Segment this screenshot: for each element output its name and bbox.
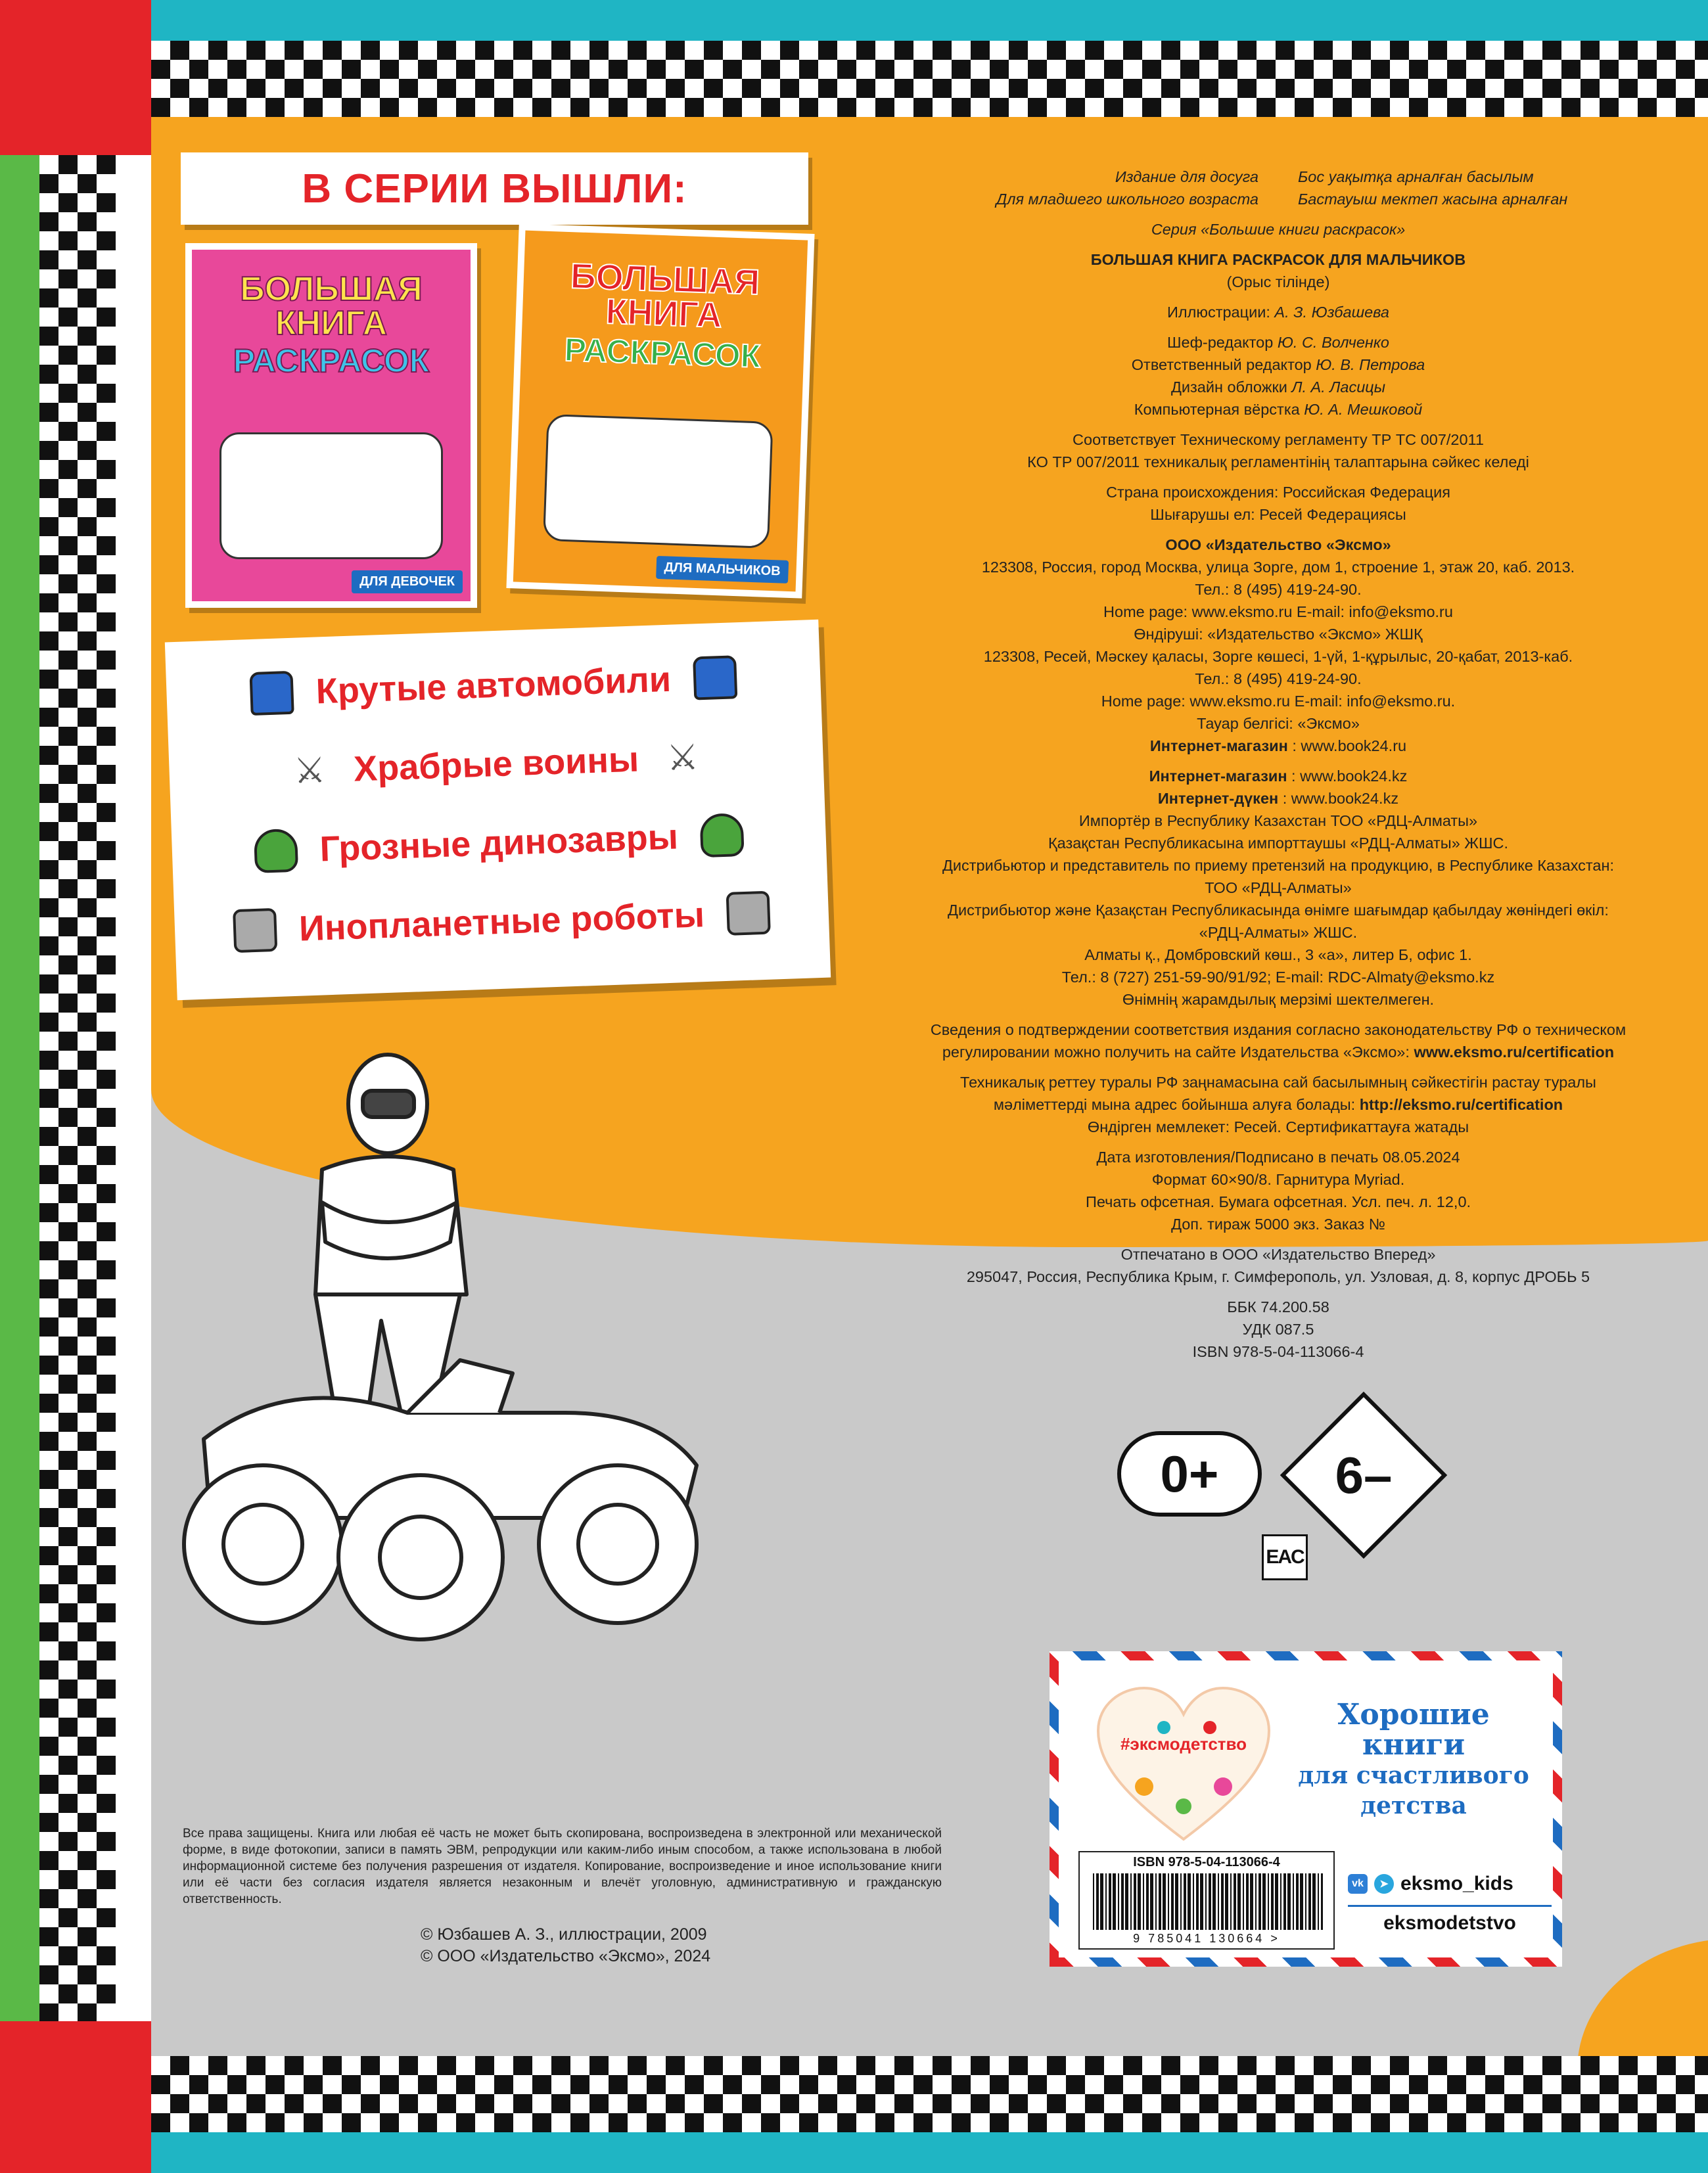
promo-hashtag: #эксмодетство [1120, 1734, 1247, 1754]
address-ru: 123308, Россия, город Москва, улица Зорге, дом 1, строение 1, этаж 20, каб. 2013. [981, 559, 1575, 576]
theme-row-warriors [169, 731, 824, 798]
social-divider [1348, 1905, 1552, 1907]
theme-label: Грозные динозавры [319, 817, 679, 869]
book-title-line2: КНИГА [275, 304, 388, 342]
bbk-line: ББК 74.200.58 [1227, 1298, 1329, 1315]
cert-kz-1: Техникалық реттеу туралы РФ заңнамасына сай басылымның сәйкестігін растау туралы [960, 1074, 1596, 1091]
book-title-line1: БОЛЬШАЯ [569, 256, 761, 303]
book-title: БОЛЬШАЯ КНИГА РАСКРАСОК ДЛЯ МАЛЬЧИКОВ [1090, 251, 1466, 268]
almaty-address: Алматы қ., Домбровский көш., 3 «а», литер Б, офис 1. [1084, 946, 1472, 963]
top-checkered-border [151, 41, 1708, 117]
left-white-edge [116, 155, 151, 2056]
origin-ru: Страна происхождения: Российская Федерация [1106, 484, 1450, 501]
phone-ru: Тел.: 8 (495) 419-24-90. [1195, 581, 1362, 598]
leisure-kz: Бос уақытқа арналған басылым [1298, 168, 1534, 185]
telegram-icon: ➤ [1374, 1874, 1394, 1894]
book-label-boys: ДЛЯ МАЛЬЧИКОВ [656, 556, 789, 583]
top-red-corner [0, 0, 151, 155]
print-type-line: Печать офсетная. Бумага офсетная. Усл. печ. л. 12,0. [1085, 1193, 1471, 1210]
social-handle: eksmo_kids [1400, 1873, 1513, 1894]
left-green-strip [0, 155, 39, 2021]
rider-quad-bike-illustration [158, 1045, 729, 1649]
book-title-line2: КНИГА [605, 292, 723, 336]
cert-kz-2-line: мәліметтерді мына адрес бойынша алуға болады: http://eksmo.ru/certification [993, 1096, 1563, 1113]
almaty-phone: Тел.: 8 (727) 251-59-90/91/92; E-mail: RDC-Almaty@eksmo.kz [1061, 969, 1495, 986]
distributor-kz-1: Дистрибьютор және Қазақстан Республикасында өнімге шағымдар қабылдау жөніндегі өкіл: [948, 902, 1609, 919]
leisure-ru: Издание для досуга [1115, 168, 1258, 185]
bottom-teal-band [0, 2132, 1708, 2173]
regulation-ru: Соответствует Техническому регламенту ТР ТС 007/2011 [1073, 431, 1484, 448]
importer-ru: Импортёр в Республику Казахстан ТОО «РДЦ-Алматы» [1078, 812, 1478, 829]
web-kz: Home page: www.eksmo.ru E-mail: info@eksmo.ru. [1101, 693, 1456, 710]
udk-line: УДК 087.5 [1242, 1321, 1314, 1338]
copyright-block [421, 1924, 710, 1967]
book-cover-girls[interactable] [185, 243, 477, 608]
distributor-ru-1: Дистрибьютор и представитель по приему претензий на продукцию, в Республике Казахстан: [942, 857, 1615, 874]
age-kz: Бастауыш мектеп жасына арналған [1298, 191, 1568, 208]
age-rating-zero-plus [1117, 1431, 1262, 1517]
book-cover-boys-art [513, 231, 808, 592]
bottom-checkered-border [151, 2056, 1708, 2132]
fairy-flower-sketch [219, 432, 442, 559]
barcode [1078, 1851, 1335, 1950]
cover-design-line: Дизайн обложки Л. А. Ласицы [1170, 378, 1386, 396]
slogan-line1: Хорошие [1337, 1698, 1490, 1731]
book-cover-girls-art [192, 250, 471, 601]
social-links [1348, 1868, 1552, 1934]
book-cover-boys[interactable] [506, 223, 814, 598]
theme-row-robots [174, 889, 829, 955]
slogan-line3: для счастливого детства [1298, 1762, 1529, 1819]
robot-icon [726, 891, 771, 936]
printer-address: 295047, Россия, Республика Крым, г. Симферополь, ул. Узловая, д. 8, корпус ДРОБЬ 5 [966, 1268, 1590, 1285]
dinosaur-icon [254, 829, 298, 873]
slogan-line2: книги [1362, 1728, 1466, 1762]
regulation-kz: КО ТР 007/2011 техникалық регламентінің талаптарына сәйкес келеді [1027, 453, 1529, 470]
imprint-block [910, 166, 1646, 1363]
crossed-swords-icon: ⚔ [666, 737, 700, 778]
orange-corner-swoosh [1577, 1938, 1708, 2070]
age-rating-zero-plus-text: 0+ [1160, 1444, 1219, 1503]
theme-label: Крутые автомобили [315, 659, 672, 712]
age-ru: Для младшего школьного возраста [996, 191, 1258, 208]
origin-kz: Шығарушы ел: Ресей Федерациясы [1150, 506, 1406, 523]
series-title-box [181, 152, 808, 225]
book-label-girls: ДЛЯ ДЕВОЧЕК [352, 570, 463, 593]
cert-kz-3: Өндірген мемлекет: Ресей. Сертификаттауға жатады [1087, 1118, 1469, 1135]
printer-line: Отпечатано в ООО «Издательство Вперед» [1120, 1246, 1436, 1263]
heart-icon [1092, 1681, 1276, 1846]
theme-row-dinosaurs [172, 810, 827, 877]
crossed-swords-icon: ⚔ [293, 750, 327, 791]
layout-line: Компьютерная вёрстка Ю. А. Мешковой [1134, 401, 1423, 418]
barcode-bars [1093, 1873, 1323, 1930]
series-title: В СЕРИИ ВЫШЛИ: [302, 166, 687, 212]
resp-editor-line: Ответственный редактор Ю. В. Петрова [1131, 356, 1425, 373]
illustrations-line: Иллюстрации: А. З. Юзбашева [1167, 304, 1389, 321]
imprint-leisure-row [910, 166, 1646, 188]
shop-ru-line: Интернет-магазин : www.book24.ru [1149, 737, 1407, 754]
distributor-ru-2: ТОО «РДЦ-Алматы» [1205, 879, 1352, 896]
vk-icon: vk [1348, 1874, 1368, 1894]
web-ru: Home page: www.eksmo.ru E-mail: info@eksmo.ru [1103, 603, 1453, 620]
theme-label: Инопланетные роботы [298, 895, 705, 949]
site-handle[interactable]: eksmodetstvo [1383, 1912, 1516, 1934]
expiry-kz: Өнімнің жарамдылық мерзімі шектелмеген. [1122, 991, 1435, 1008]
cert-ru-2-line: регулировании можно получить на сайте Издательства «Эксмо»: www.eksmo.ru/certification [942, 1043, 1615, 1061]
book-title-line3: РАСКРАСОК [233, 342, 430, 379]
car-icon [250, 671, 294, 716]
shop-kz-line: Интернет-магазин : www.book24.kz [1149, 767, 1408, 785]
cert-ru-1: Сведения о подтверждении соответствия издания согласно законодательству РФ о техническом [930, 1021, 1627, 1038]
chief-editor-line: Шеф-редактор Ю. С. Волченко [1166, 334, 1390, 351]
isbn-line: ISBN 978-5-04-113066-4 [1192, 1343, 1364, 1360]
eac-mark: EAC [1262, 1534, 1308, 1580]
distributor-kz-2: «РДЦ-Алматы» ЖШС. [1199, 924, 1358, 941]
book-language: (Орыс тілінде) [1226, 273, 1330, 290]
trademark-kz: Тауар белгісі: «Эксмо» [1197, 715, 1360, 732]
format-line: Формат 60×90/8. Гарнитура Myriad. [1151, 1171, 1405, 1188]
publisher-name: ООО «Издательство «Эксмо» [1165, 536, 1391, 553]
importer-kz: Қазақстан Республикасына импорттаушы «РДЦ-Алматы» ЖШС. [1048, 835, 1509, 852]
top-teal-band [0, 0, 1708, 41]
rights-notice: Все права защищены. Книга или любая её часть не может быть скопирована, воспроизведена в электронной или механической форме, в виде фотокопии, записи в память ЭВМ, репродукции или каким-либо иным способом, а также использована в любой информационной системе без получения разрешения от издателя. Копирование, воспроизведение и иное использование книги или её части без согласия издателя является незаконным и влечёт уголовную, административную и гражданскую ответственность. [183, 1827, 942, 1906]
car-icon [693, 655, 737, 700]
robot-icon [233, 908, 277, 953]
bottom-red-corner [0, 2021, 151, 2173]
series-line: Серия «Большие книги раскрасок» [1151, 221, 1406, 238]
dinosaur-icon [700, 813, 745, 858]
theme-row-cars [166, 652, 821, 719]
print-date: Дата изготовления/Подписано в печать 08.05.2024 [1096, 1149, 1460, 1166]
social-row-kids[interactable] [1348, 1868, 1552, 1900]
maker-kz: Өндіруші: «Издательство «Эксмо» ЖШҚ [1134, 626, 1423, 643]
copyright-line2: © ООО «Издательство «Эксмо», 2024 [421, 1947, 711, 1965]
shop-kz2-line: Интернет-дүкен : www.book24.kz [1157, 790, 1399, 807]
armored-truck-sketch [543, 414, 773, 548]
book-title-line3: РАСКРАСОК [563, 331, 762, 375]
copyright-line1: © Юзбашев А. З., иллюстрации, 2009 [421, 1925, 707, 1944]
barcode-digits: 9 785041 130664 > [1133, 1932, 1280, 1945]
left-checkered-border [39, 155, 116, 2061]
promo-card [1050, 1651, 1562, 1967]
imprint-age-row [910, 188, 1646, 210]
address-kz: 123308, Ресей, Мәскеу қаласы, Зорге көшесі, 1-үй, 1-құрылыс, 20-қабат, 2013-каб. [983, 648, 1573, 665]
promo-slogan [1282, 1700, 1545, 1821]
themes-box [165, 620, 831, 1000]
age-rating-six-minus-text: 6– [1335, 1446, 1393, 1504]
book-title-line1: БОЛЬШАЯ [240, 270, 423, 308]
barcode-isbn: ISBN 978-5-04-113066-4 [1133, 1855, 1280, 1869]
run-line: Доп. тираж 5000 экз. Заказ № [1171, 1216, 1385, 1233]
phone-kz: Тел.: 8 (495) 419-24-90. [1195, 670, 1362, 687]
theme-label: Храбрые воины [353, 739, 639, 789]
